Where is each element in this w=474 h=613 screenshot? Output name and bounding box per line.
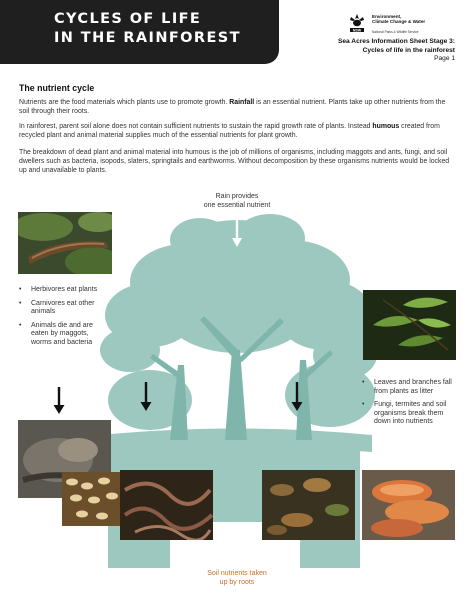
- left-down-arrow-icon: [53, 387, 65, 415]
- soil-uptake-arrows-icon: [172, 533, 302, 559]
- sheet-subtitle: Cycles of life in the rainforest: [362, 46, 455, 54]
- nsw-abbrev: NSW: [352, 28, 362, 33]
- center-left-down-arrow-icon: [140, 382, 152, 412]
- leaf-litter-photo: [262, 470, 355, 540]
- paragraph-2: In rainforest, parent soil alone does not contain sufficient nutrients to sustain the rapid growth rate of plants. Instead humous created from recycled plant and animal material supplies much of the essential nutrients for plant growth.: [19, 123, 440, 139]
- sheet-title: Sea Acres Information Sheet Stage 3:: [337, 38, 455, 45]
- leaves-photo: [363, 290, 456, 360]
- rain-caption: Rain provides one essential nutrient: [203, 193, 271, 209]
- org-subtitle: National Parks & Wildlife Service: [372, 30, 419, 34]
- bullet-leaves-fall: • Leaves and branches fall from plants as litter: [374, 379, 456, 396]
- animal-bullets: [31, 286, 109, 353]
- caterpillar-photo: [18, 212, 112, 274]
- sheet-info: [338, 38, 455, 64]
- center-right-down-arrow-icon: [291, 382, 303, 412]
- nsw-waratah-crest-icon: [346, 12, 368, 34]
- earthworms-photo: [120, 470, 213, 540]
- title-banner: [0, 0, 279, 64]
- bullet-herbivores: • Herbivores eat plants: [31, 286, 109, 295]
- paragraph-1: Nutrients are the food materials which plants use to promote growth. Rainfall is an essential nutrient. Plants take up other nutrients from the soil through their roots.: [19, 99, 446, 115]
- org-name: Environment, Climate Change & Water: [372, 14, 426, 25]
- bullet-fungi-termites: • Fungi, termites and soil organisms break them down into nutrients: [374, 401, 456, 427]
- litter-bullets: [374, 379, 456, 432]
- bullet-carnivores: • Carnivores eat other animals: [31, 300, 109, 317]
- paragraph-3: The breakdown of dead plant and animal material into humous is the job of millions of organisms, including maggots and ants, fungi, and soil dwellers such as bacteria, isopods, slaters, springtails and earthworms. Without decomposition by these organisms nutrients would be locked up and unavailable to plants.: [19, 149, 450, 174]
- soil-caption: Soil nutrients taken up by roots: [207, 570, 267, 586]
- nutrient-cycle-diagram: [0, 190, 474, 613]
- section-heading: The nutrient cycle: [19, 83, 95, 93]
- page-number: Page 1: [434, 55, 455, 62]
- maggots-photo: [62, 472, 122, 526]
- bullet-animals-die: • Animals die and are eaten by maggots, worms and bacteria: [31, 322, 109, 348]
- title-line-2: IN THE RAINFOREST: [54, 30, 241, 46]
- nsw-logo: [346, 12, 470, 34]
- rain-down-arrow-icon: [231, 214, 243, 248]
- title-line-1: CYCLES OF LIFE: [54, 11, 202, 27]
- bracket-fungi-photo: [362, 470, 455, 540]
